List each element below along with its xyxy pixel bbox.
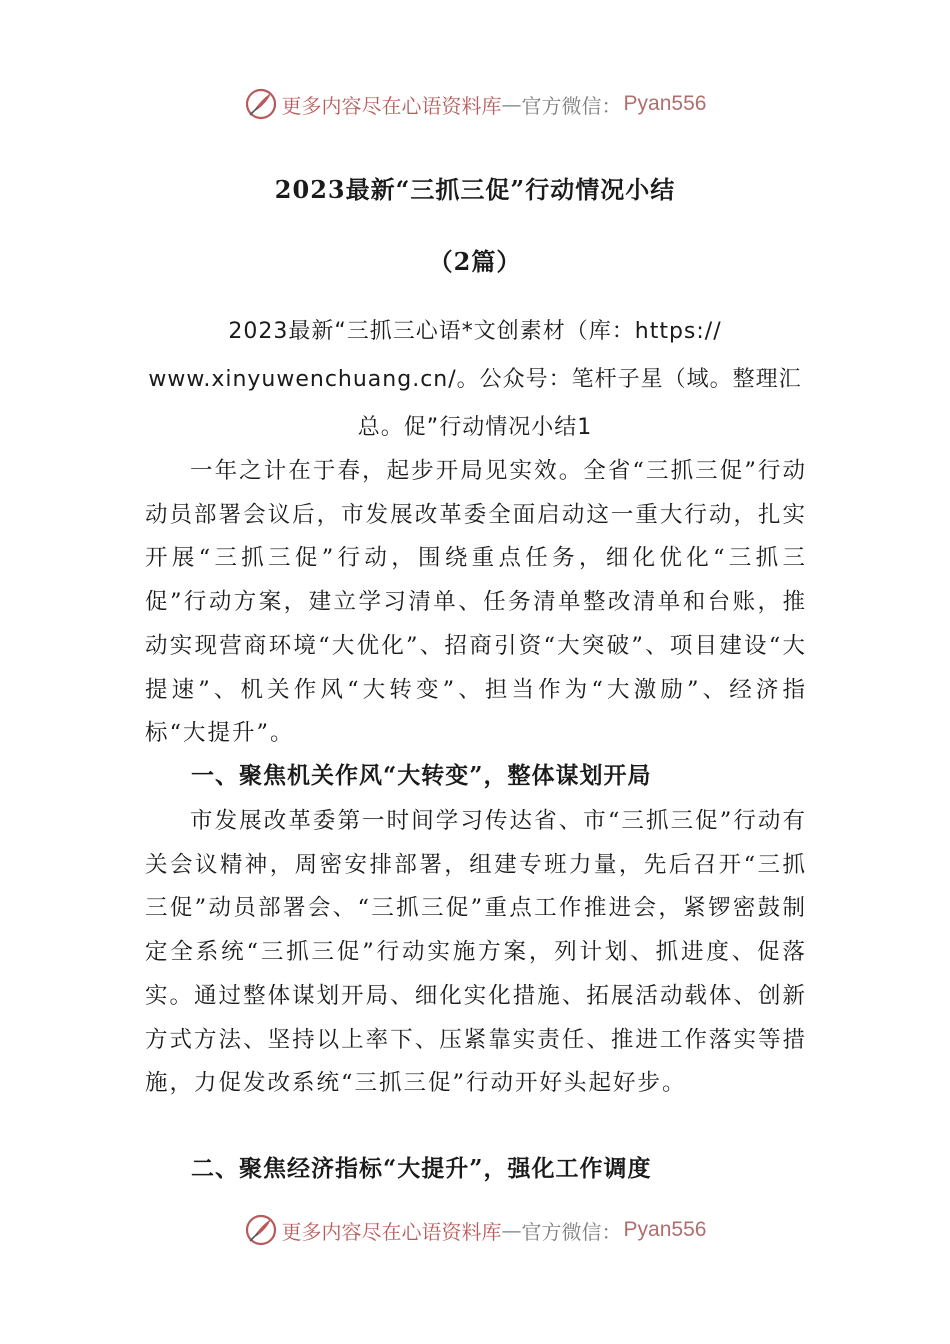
watermark-dash: — [501, 92, 522, 116]
watermark-wechat-label: 官方微信： [521, 1219, 622, 1244]
document-title: 2023最新“三抓三促”行动情况小结 [274, 175, 676, 204]
paragraph-1: 一年之计在于春，起步开局见实效。全省“三抓三促”行动动员部署会议后，市发展改革委全面启动这一重大行动，扎实开展“三抓三促”行动，围绕重点任务，细化优化“三抓三促”行动方案，建立学习清单、任务清单整改清单和台账，推动实现营商环境“大优化”、招商引资“大突破”、项目建设“大提速”、机关作风“大转变”、担当作为“大激励”、经济指标“大提升”。 [145, 458, 807, 747]
watermark-banner-bottom [0, 1210, 950, 1250]
section-heading-1: 一、聚焦机关作风“大转变”，整体谋划开局 [191, 762, 652, 789]
intro-line: 2023最新“三抓三心语*文创素材（库：https:// www.xinyuwenchuang.cn/。公众号：笔杆子星（域。整理汇总。促”行动情况小结1 [148, 319, 802, 440]
watermark-text: 更多内容尽在心语资料库 [281, 93, 502, 118]
section-heading-2: 二、聚焦经济指标“大提升”，强化工作调度 [191, 1155, 652, 1182]
watermark-wechat-id: Pyan556 [623, 92, 707, 115]
watermark-dash: — [501, 1218, 522, 1242]
quill-pen-logo-icon [244, 87, 278, 121]
watermark-text: 更多内容尽在心语资料库 [281, 1219, 502, 1244]
watermark-wechat-label: 官方微信： [521, 93, 622, 118]
watermark-wechat-id: Pyan556 [623, 1218, 707, 1241]
document-subtitle: （2篇） [428, 247, 522, 276]
paragraph-2: 市发展改革委第一时间学习传达省、市“三抓三促”行动有关会议精神，周密安排部署，组建专班力量，先后召开“三抓三促”动员部署会、“三抓三促”重点工作推进会，紧锣密鼓制定全系统“三抓三促”行动实施方案，列计划、抓进度、促落实。通过整体谋划开局、细化实化措施、拓展活动载体、创新方式方法、坚持以上率下、压紧靠实责任、推进工作落实等措施，力促发改系统“三抓三促”行动开好头起好步。 [145, 808, 807, 1097]
quill-pen-logo-icon [244, 1213, 278, 1247]
watermark-banner-top [0, 84, 950, 124]
